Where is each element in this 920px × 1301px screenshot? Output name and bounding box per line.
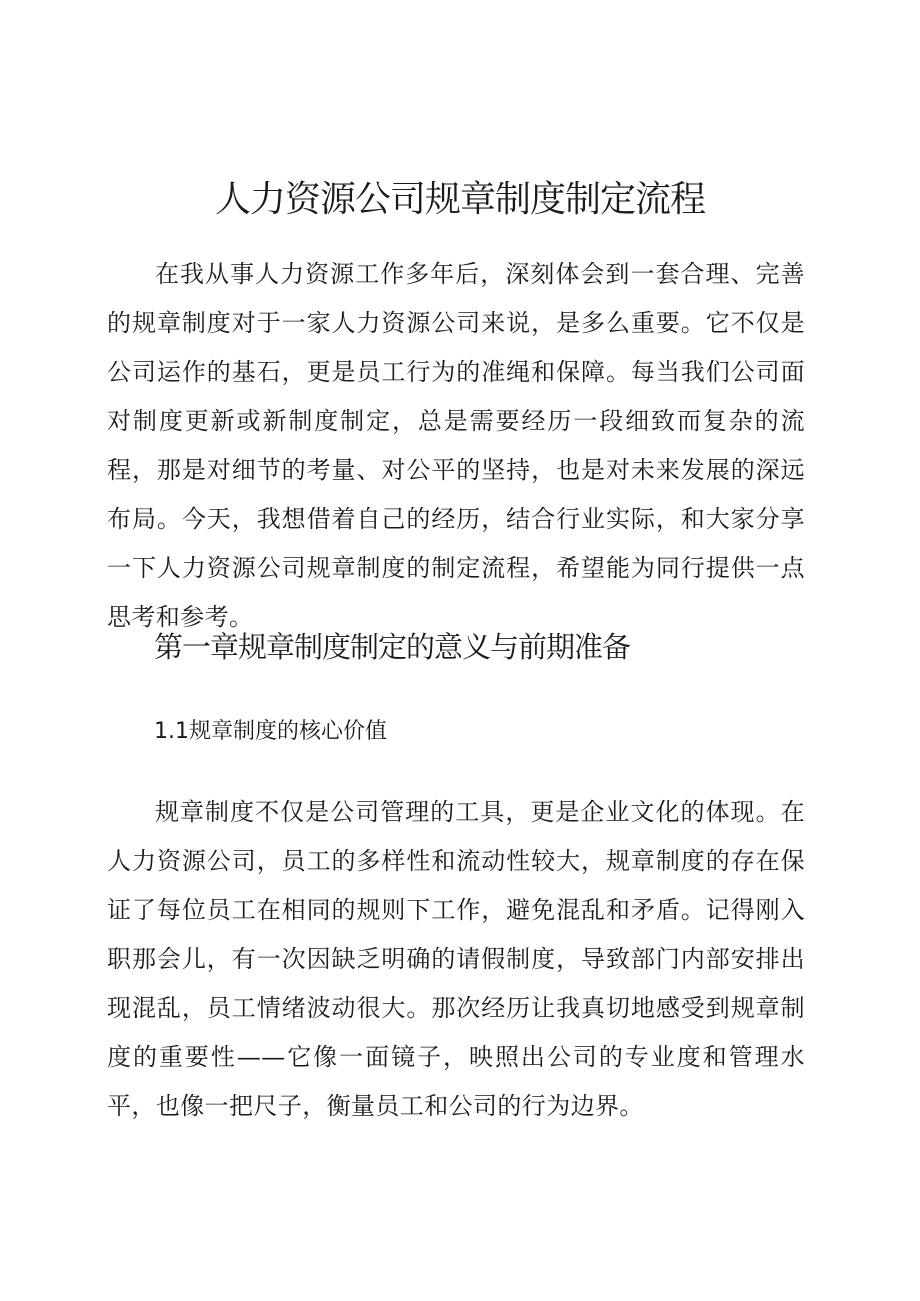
section-1-1-heading: 1.1规章制度的核心价值	[154, 719, 387, 744]
chapter-1-heading: 第一章规章制度制定的意义与前期准备	[154, 630, 631, 664]
section-1-1-paragraph: 规章制度不仅是公司管理的工具，更是企业文化的体现。在人力资源公司，员工的多样性和流动性较大，规章制度的存在保证了每位员工在相同的规则下工作，避免混乱和矛盾。记得刚入职那会儿，有一次因缺乏明确的请假制度，导致部门内部安排出现混乱，员工情绪波动很大。那次经历让我真切地感受到规章制度的重要性——它像一面镜子，映照出公司的专业度和管理水平，也像一把尺子，衡量员工和公司的行为边界。	[107, 798, 805, 1120]
document-title: 人力资源公司规章制度制定流程	[214, 179, 705, 220]
intro-paragraph: 在我从事人力资源工作多年后，深刻体会到一套合理、完善的规章制度对于一家人力资源公司来说，是多么重要。它不仅是公司运作的基石，更是员工行为的准绳和保障。每当我们公司面对制度更新或新制度制定，总是需要经历一段细致而复杂的流程，那是对细节的考量、对公平的坚持，也是对未来发展的深远布局。今天，我想借着自己的经历，结合行业实际，和大家分享一下人力资源公司规章制度的制定流程，希望能为同行提供一点思考和参考。	[107, 260, 805, 631]
